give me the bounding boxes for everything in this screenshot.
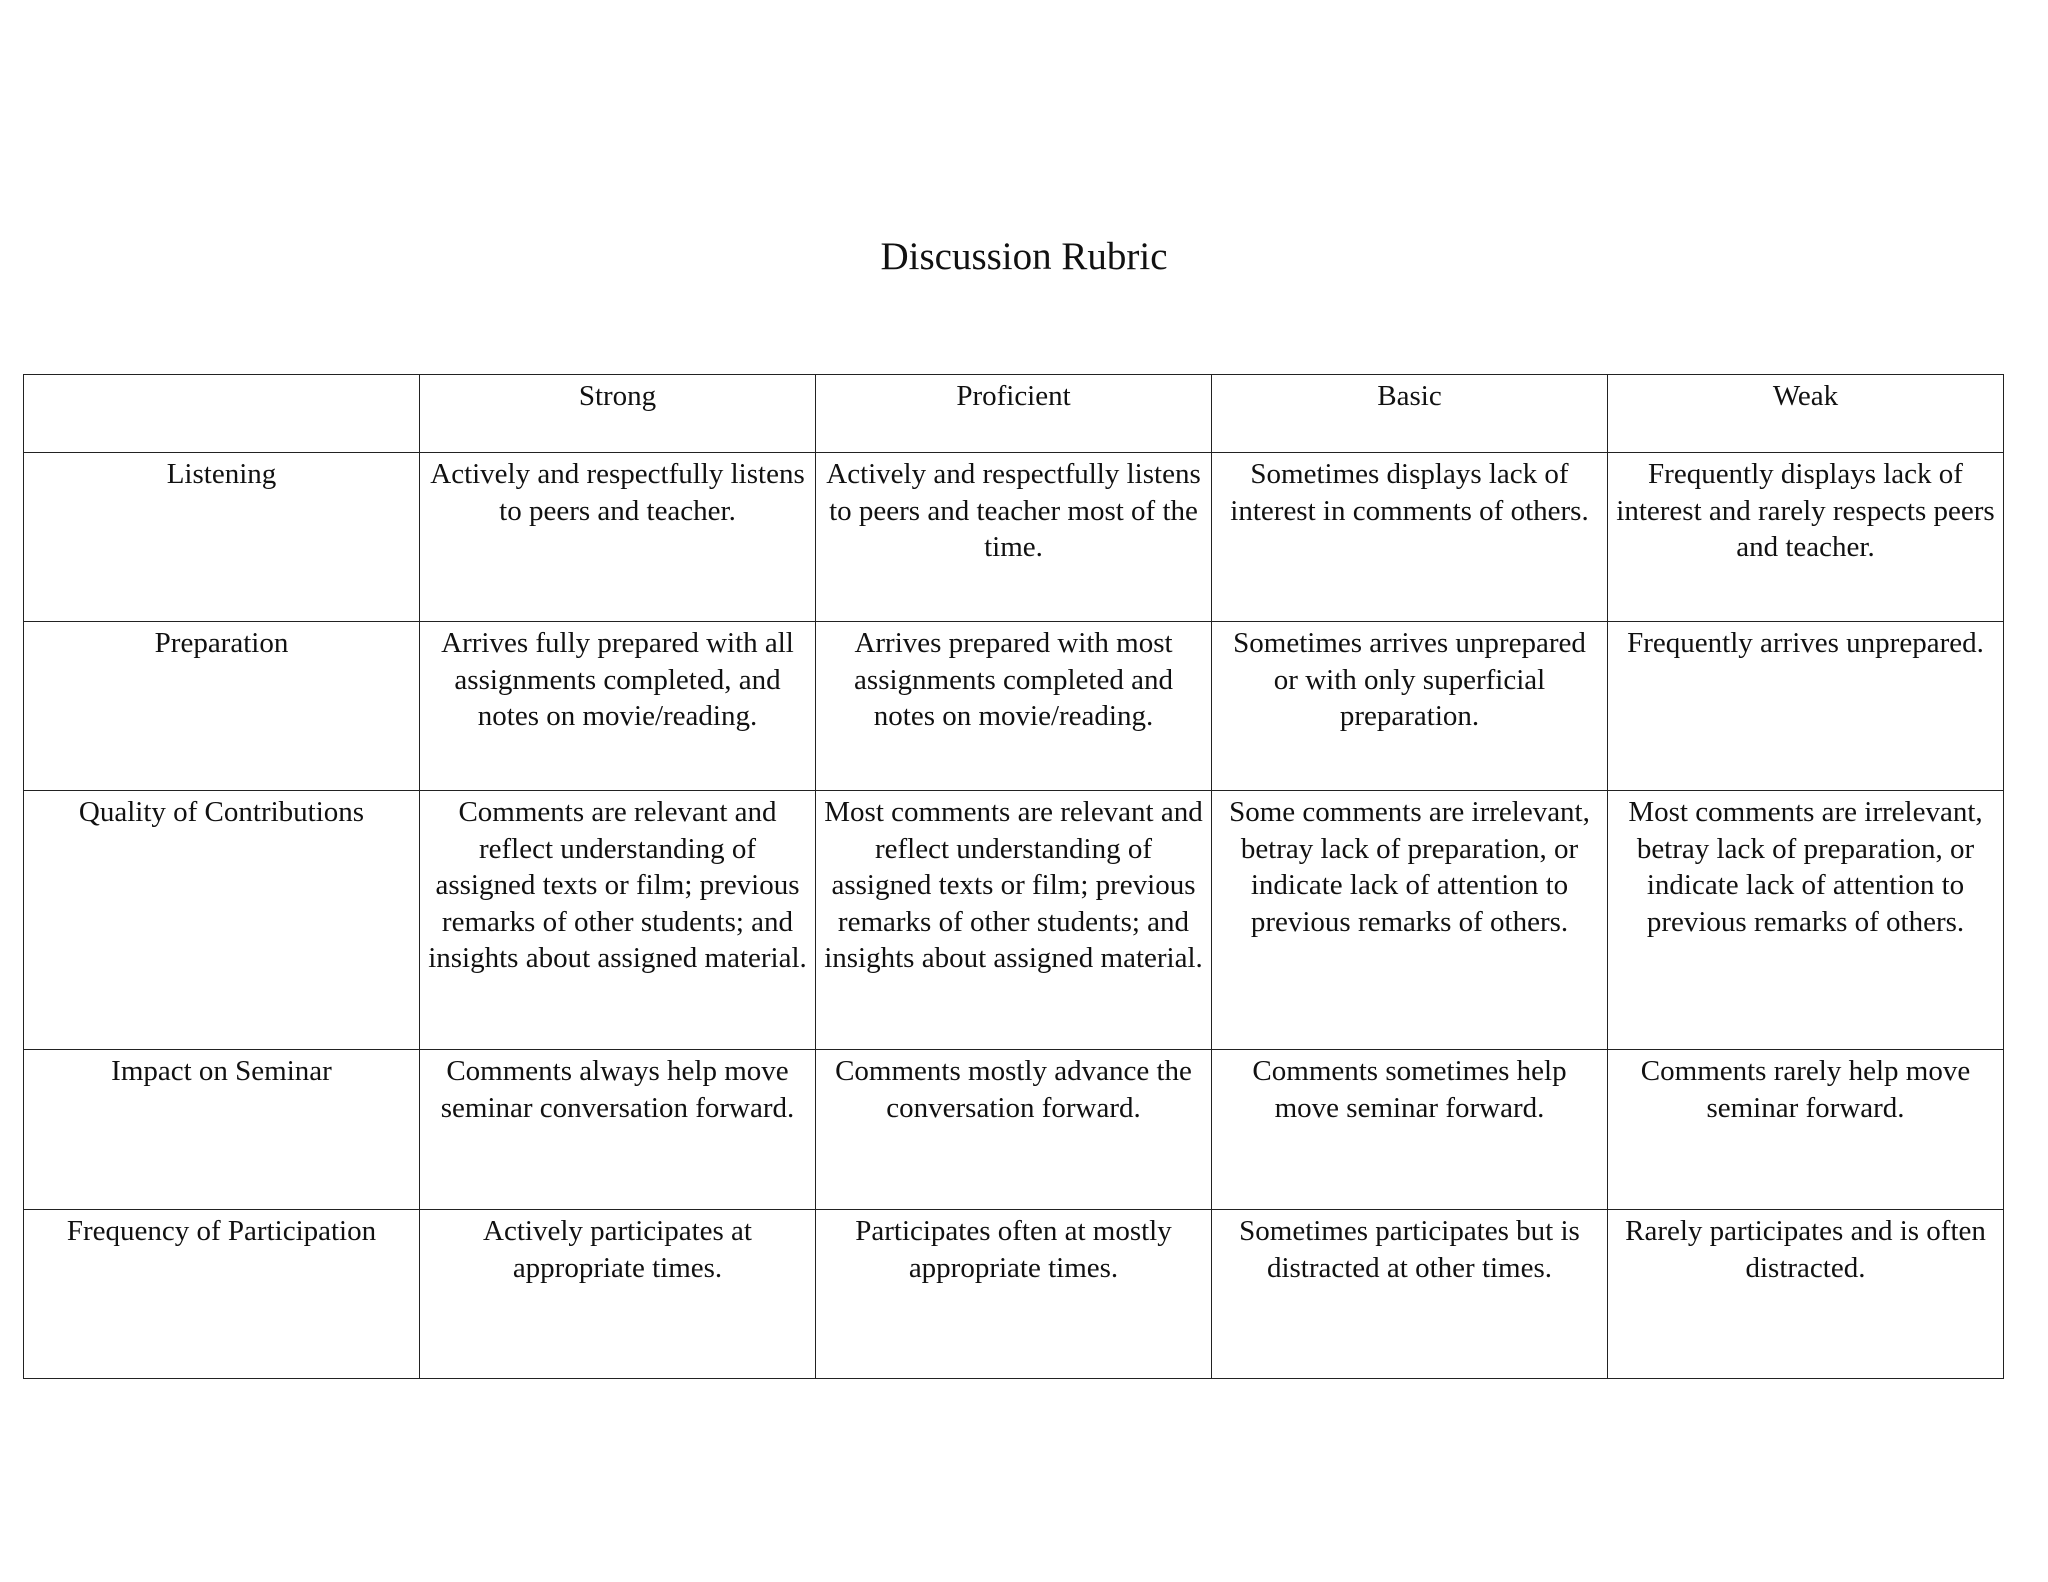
rubric-row-preparation bbox=[24, 622, 2004, 791]
rubric-cell: Frequently arrives unprepared. bbox=[1608, 622, 2004, 791]
rubric-cell: Arrives fully prepared with all assignments completed, and notes on movie/reading. bbox=[420, 622, 816, 791]
level-header-proficient: Proficient bbox=[816, 375, 1212, 453]
rubric-row-listening bbox=[24, 453, 2004, 622]
criterion-label: Impact on Seminar bbox=[24, 1050, 420, 1210]
level-header-basic: Basic bbox=[1212, 375, 1608, 453]
rubric-cell: Participates often at mostly appropriate times. bbox=[816, 1210, 1212, 1379]
rubric-cell: Most comments are irrelevant, betray lack of preparation, or indicate lack of attention to previous remarks of others. bbox=[1608, 791, 2004, 1050]
level-header-strong: Strong bbox=[420, 375, 816, 453]
level-header-weak: Weak bbox=[1608, 375, 2004, 453]
rubric-cell: Most comments are relevant and reflect understanding of assigned texts or film; previous remarks of other students; and insights about assigned material. bbox=[816, 791, 1212, 1050]
rubric-cell: Sometimes participates but is distracted at other times. bbox=[1212, 1210, 1608, 1379]
rubric-cell: Frequently displays lack of interest and rarely respects peers and teacher. bbox=[1608, 453, 2004, 622]
rubric-cell: Comments rarely help move seminar forward. bbox=[1608, 1050, 2004, 1210]
rubric-cell: Comments sometimes help move seminar forward. bbox=[1212, 1050, 1608, 1210]
rubric-cell: Actively and respectfully listens to peers and teacher most of the time. bbox=[816, 453, 1212, 622]
rubric-row-frequency-of-participation bbox=[24, 1210, 2004, 1379]
rubric-cell: Rarely participates and is often distracted. bbox=[1608, 1210, 2004, 1379]
rubric-cell: Comments always help move seminar conversation forward. bbox=[420, 1050, 816, 1210]
rubric-cell: Actively and respectfully listens to peers and teacher. bbox=[420, 453, 816, 622]
rubric-cell: Comments mostly advance the conversation forward. bbox=[816, 1050, 1212, 1210]
criterion-label: Preparation bbox=[24, 622, 420, 791]
criterion-label: Quality of Contributions bbox=[24, 791, 420, 1050]
rubric-cell: Comments are relevant and reflect understanding of assigned texts or film; previous remarks of other students; and insights about assigned material. bbox=[420, 791, 816, 1050]
page-title: Discussion Rubric bbox=[880, 235, 1168, 278]
rubric-cell: Sometimes arrives unprepared or with only superficial preparation. bbox=[1212, 622, 1608, 791]
criterion-label: Listening bbox=[24, 453, 420, 622]
rubric-row-quality-of-contributions bbox=[24, 791, 2004, 1050]
corner-cell bbox=[24, 375, 420, 453]
rubric-cell: Arrives prepared with most assignments completed and notes on movie/reading. bbox=[816, 622, 1212, 791]
rubric-cell: Sometimes displays lack of interest in comments of others. bbox=[1212, 453, 1608, 622]
rubric-cell: Actively participates at appropriate times. bbox=[420, 1210, 816, 1379]
criterion-label: Frequency of Participation bbox=[24, 1210, 420, 1379]
rubric-row-impact-on-seminar bbox=[24, 1050, 2004, 1210]
rubric-table bbox=[23, 374, 2004, 1379]
rubric-cell: Some comments are irrelevant, betray lack of preparation, or indicate lack of attention to previous remarks of others. bbox=[1212, 791, 1608, 1050]
rubric-header-row bbox=[24, 375, 2004, 453]
